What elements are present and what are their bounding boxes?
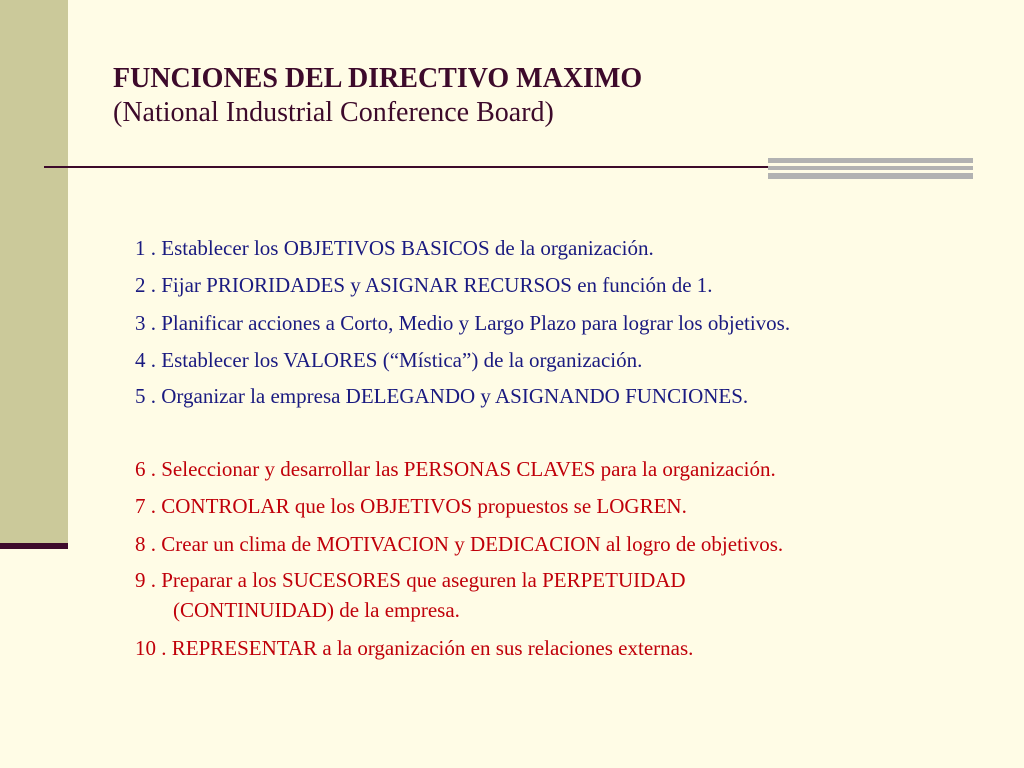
header-decorative-bars — [768, 158, 973, 179]
list-item-1 — [135, 233, 654, 263]
list-item-text: 5 . Organizar la empresa DELEGANDO y ASIGNANDO FUNCIONES. — [135, 384, 749, 408]
list-item-text: 9 . Preparar a los SUCESORES que aseguren la PERPETUIDAD — [135, 568, 686, 592]
list-item-text: 2 . Fijar PRIORIDADES y ASIGNAR RECURSOS en función de 1. — [135, 273, 713, 297]
list-item-text: 3 . Planificar acciones a Corto, Medio y Largo Plazo para lograr los objetivos. — [135, 311, 791, 335]
left-accent-rule — [0, 543, 68, 549]
slide-title-block — [113, 62, 993, 130]
slide-subtitle: (National Industrial Conference Board) — [113, 97, 554, 128]
list-item-5 — [135, 381, 748, 411]
decorative-bar — [768, 158, 973, 163]
list-item-text: 7 . CONTROLAR que los OBJETIVOS propuestos se LOGREN. — [135, 494, 687, 518]
list-item-6 — [135, 454, 776, 484]
list-item-4 — [135, 345, 642, 375]
header-divider — [44, 166, 770, 168]
list-item-7 — [135, 491, 687, 521]
list-item-text: 6 . Seleccionar y desarrollar las PERSONAS CLAVES para la organización. — [135, 457, 776, 481]
list-item-2 — [135, 270, 713, 300]
list-item-continuation: (CONTINUIDAD) de la empresa. — [173, 598, 460, 622]
list-item-3 — [135, 308, 790, 338]
slide-title: FUNCIONES DEL DIRECTIVO MAXIMO — [113, 63, 643, 94]
list-item-8 — [135, 529, 783, 559]
list-item-text: 4 . Establecer los VALORES (“Mística”) de la organización. — [135, 348, 643, 372]
left-accent-band — [0, 0, 68, 548]
list-item-text: 8 . Crear un clima de MOTIVACION y DEDICACION al logro de objetivos. — [135, 532, 784, 556]
list-item-10 — [135, 633, 693, 663]
list-item-text: 10 . REPRESENTAR a la organización en sus relaciones externas. — [135, 636, 694, 660]
decorative-bar — [768, 173, 973, 179]
list-item-9 — [135, 565, 686, 625]
decorative-bar — [768, 166, 973, 170]
list-item-text: 1 . Establecer los OBJETIVOS BASICOS de la organización. — [135, 236, 654, 260]
